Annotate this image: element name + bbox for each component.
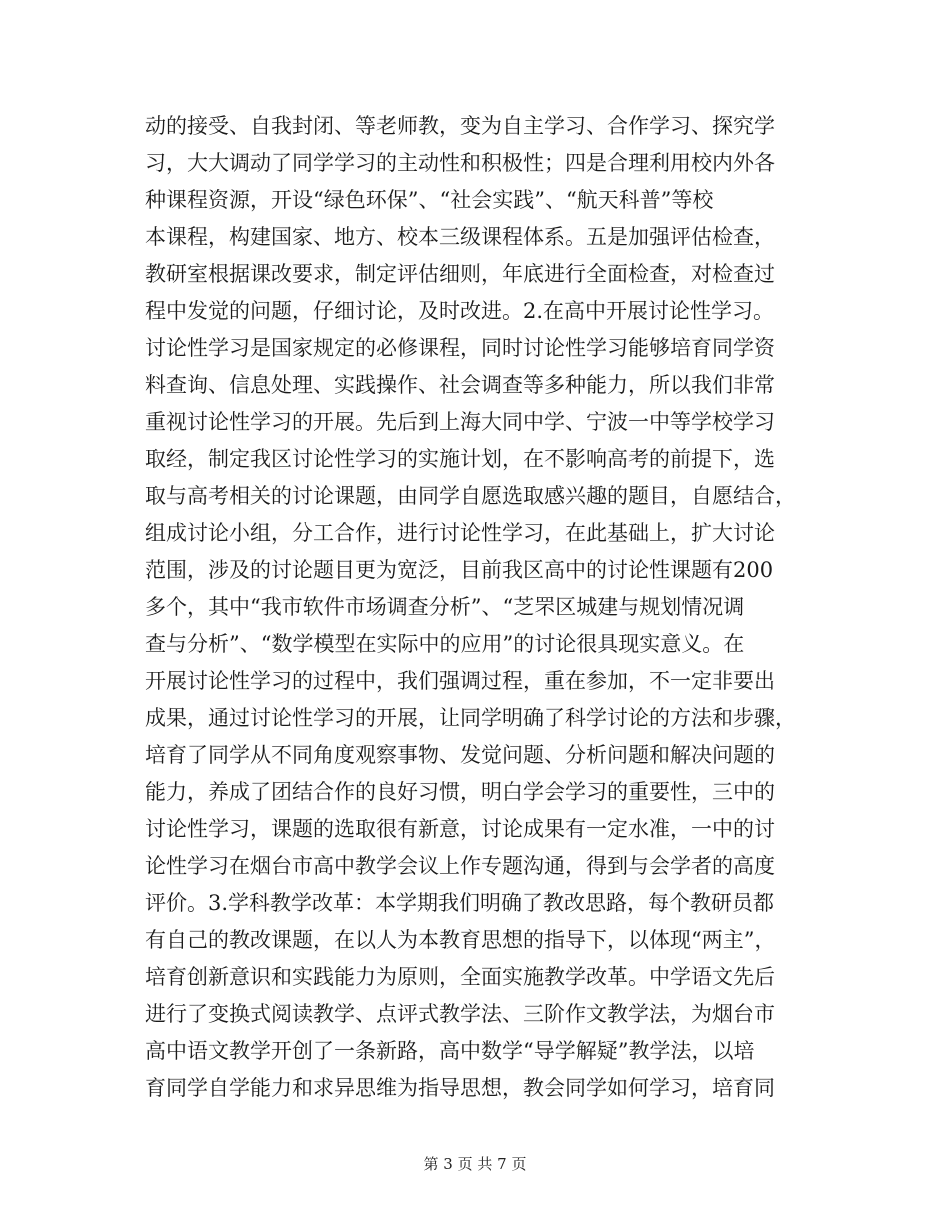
text-line: 论性学习在烟台市高中教学会议上作专题沟通，得到与会学者的高度 — [145, 854, 775, 878]
text-line: 培育创新意识和实践能力为原则，全面实施教学改革。中学语文先后 — [145, 965, 775, 989]
text-line: 料查询、信息处理、实践操作、社会调查等多种能力，所以我们非常 — [145, 373, 775, 397]
text-line: 多个，其中“我市软件市场调查分析”、“芝罘区城建与规划情况调 — [145, 595, 745, 619]
text-line: 成果，通过讨论性学习的开展，让同学明确了科学讨论的方法和步骤， — [145, 706, 796, 730]
text-line: 种课程资源，开设“绿色环保”、“社会实践”、“航天科普”等校 — [145, 188, 714, 212]
text-line: 查与分析”、“数学模型在实际中的应用”的讨论很具现实意义。在 — [145, 632, 745, 656]
text-line: 进行了变换式阅读教学、点评式教学法、三阶作文教学法，为烟台市 — [145, 1002, 775, 1026]
text-line: 培育了同学从不同角度观察事物、发觉问题、分析问题和解决问题的 — [145, 743, 775, 767]
text-line: 动的接受、自我封闭、等老师教，变为自主学习、合作学习、探究学 — [145, 114, 775, 138]
text-line: 本课程，构建国家、地方、校本三级课程体系。五是加强评估检查， — [145, 225, 775, 249]
page-number-footer: 第 3 页 共 7 页 — [423, 1155, 527, 1173]
text-line: 讨论性学习，课题的选取很有新意，讨论成果有一定水准，一中的讨 — [145, 817, 775, 841]
text-line: 高中语文教学开创了一条新路，高中数学“导学解疑”教学法，以培 — [145, 1039, 755, 1063]
text-line: 有自己的教改课题，在以人为本教育思想的指导下，以体现“两主”， — [145, 928, 776, 952]
text-line: 组成讨论小组，分工合作，进行讨论性学习，在此基础上，扩大讨论 — [145, 521, 775, 545]
text-line: 开展讨论性学习的过程中，我们强调过程，重在参加，不一定非要出 — [145, 669, 775, 693]
text-line: 程中发觉的问题，仔细讨论，及时改进。2.在高中开展讨论性学习。 — [145, 299, 775, 323]
text-line: 范围，涉及的讨论题目更为宽泛，目前我区高中的讨论性课题有200 — [145, 558, 774, 582]
text-line: 讨论性学习是国家规定的必修课程，同时讨论性学习能够培育同学资 — [145, 336, 775, 360]
text-line: 重视讨论性学习的开展。先后到上海大同中学、宁波一中等学校学习 — [145, 410, 775, 434]
text-line: 习，大大调动了同学学习的主动性和积极性；四是合理利用校内外各 — [145, 151, 775, 175]
text-line: 评价。3.学科教学改革：本学期我们明确了教改思路，每个教研员都 — [145, 891, 775, 915]
text-line: 教研室根据课改要求，制定评估细则，年底进行全面检查，对检查过 — [145, 262, 775, 286]
text-line: 取经，制定我区讨论性学习的实施计划，在不影响高考的前提下，选 — [145, 447, 775, 471]
text-line: 育同学自学能力和求异思维为指导思想，教会同学如何学习，培育同 — [145, 1076, 775, 1100]
text-line: 取与高考相关的讨论课题，由同学自愿选取感兴趣的题目，自愿结合， — [145, 484, 796, 508]
text-line: 能力，养成了团结合作的良好习惯，明白学会学习的重要性，三中的 — [145, 780, 775, 804]
body-paragraph — [145, 108, 825, 1107]
